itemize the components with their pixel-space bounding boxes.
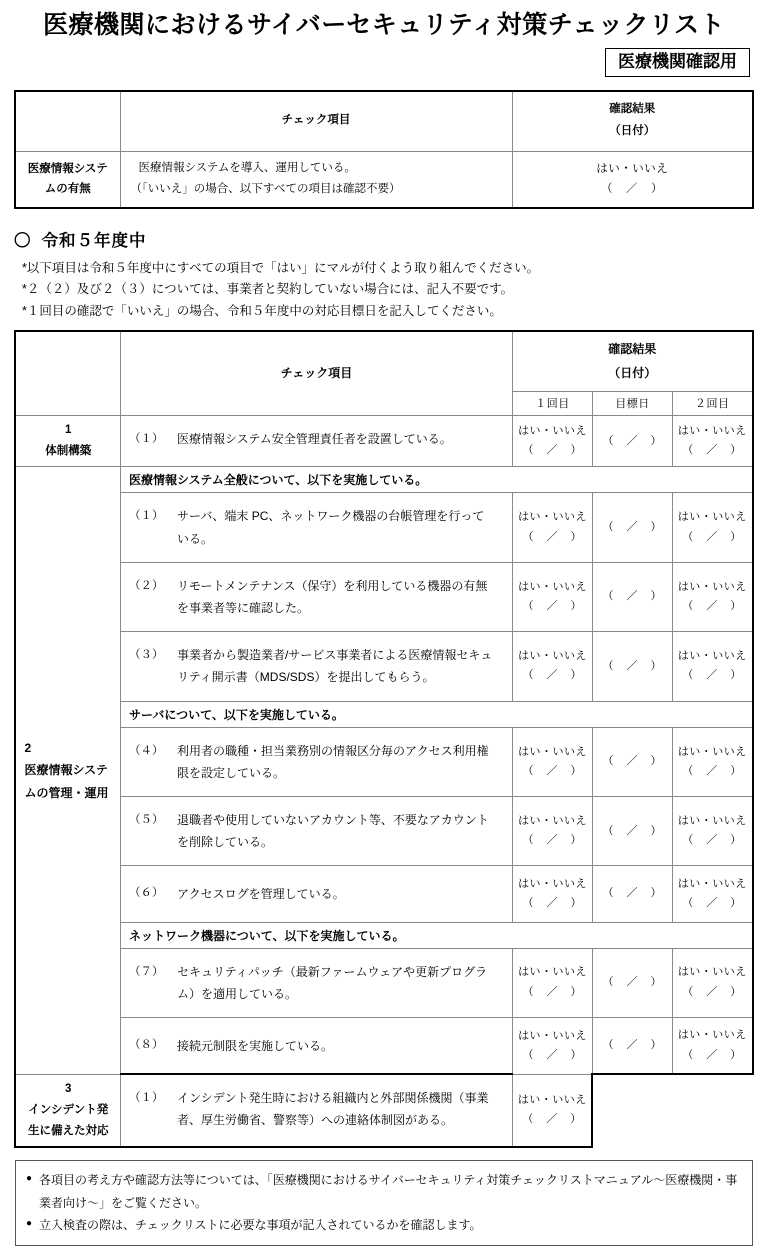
item-text: セキュリティパッチ（最新ファームウェアや更新プログラム）を適用している。 bbox=[176, 964, 488, 1001]
header-result bbox=[512, 91, 753, 151]
category-2 bbox=[15, 467, 120, 1074]
date-blank[interactable]: （ ／ ） bbox=[602, 755, 663, 768]
result-first-round[interactable] bbox=[512, 415, 592, 467]
result-target-date[interactable] bbox=[592, 562, 672, 631]
section-heading-text: 令和５年度中 bbox=[41, 231, 147, 250]
use-badge: 医療機関確認用 bbox=[605, 48, 750, 78]
header-result-line2: （日付） bbox=[608, 365, 657, 380]
checklist-table bbox=[14, 330, 753, 1148]
item-number: （５） bbox=[128, 813, 164, 826]
result-first-round[interactable] bbox=[512, 796, 592, 865]
table-header-row bbox=[15, 331, 752, 391]
answer-choice[interactable]: はい・いいえ bbox=[517, 1029, 587, 1042]
group-header-row bbox=[15, 922, 752, 948]
result-second-round[interactable] bbox=[672, 866, 752, 922]
header-result-line2: （日付） bbox=[609, 125, 656, 138]
result-presence[interactable] bbox=[512, 152, 753, 208]
category-1 bbox=[15, 415, 120, 467]
result-second-round[interactable] bbox=[672, 415, 752, 467]
result-first-round[interactable] bbox=[512, 727, 592, 796]
item-text: リモートメンテナンス（保守）を利用している機器の有無を事業者等に確認した。 bbox=[176, 578, 488, 616]
item-text: 接続元制限を実施している。 bbox=[176, 1038, 333, 1053]
answer-choice[interactable]: はい・いいえ bbox=[677, 580, 747, 593]
result-target-date[interactable] bbox=[592, 632, 672, 701]
date-blank[interactable]: （ ／ ） bbox=[522, 764, 583, 777]
category-3-name-line2: 生に備えた対応 bbox=[27, 1125, 109, 1138]
date-blank[interactable]: （ ／ ） bbox=[522, 600, 583, 613]
date-blank[interactable]: （ ／ ） bbox=[602, 887, 663, 900]
table-row bbox=[15, 632, 752, 701]
item-number: （３） bbox=[128, 649, 164, 662]
date-blank[interactable]: （ ／ ） bbox=[522, 896, 583, 909]
header-result-line1: 確認結果 bbox=[608, 342, 657, 357]
result-target-date[interactable] bbox=[592, 415, 672, 467]
item-text: 医療情報システム安全管理責任者を設置している。 bbox=[176, 431, 452, 446]
footer-note-row bbox=[26, 1214, 742, 1236]
table-row bbox=[15, 727, 752, 796]
answer-choice[interactable]: はい・いいえ bbox=[517, 424, 587, 437]
date-blank[interactable]: （ ／ ） bbox=[522, 530, 583, 543]
result-first-round[interactable] bbox=[512, 1017, 592, 1074]
header-first-round: １回目 bbox=[512, 391, 592, 415]
item-number: （８） bbox=[128, 1038, 164, 1051]
answer-choice[interactable]: はい・いいえ bbox=[677, 745, 747, 758]
result-first-round[interactable] bbox=[512, 562, 592, 631]
category-2-name-line2: ムの管理・運用 bbox=[24, 785, 109, 800]
date-blank[interactable]: （ ／ ） bbox=[682, 764, 743, 777]
item-number: （１） bbox=[128, 1092, 164, 1105]
item-cell-2-6 bbox=[120, 866, 512, 922]
table-row bbox=[15, 562, 752, 631]
category-presence-line2: ムの有無 bbox=[44, 183, 91, 196]
answer-choice[interactable]: はい・いいえ bbox=[517, 877, 587, 890]
header-check-item: チェック項目 bbox=[120, 91, 512, 151]
date-blank[interactable]: （ ／ ） bbox=[602, 434, 663, 447]
answer-choice[interactable]: はい・いいえ bbox=[517, 745, 587, 758]
table-row bbox=[15, 948, 752, 1017]
item-cell-2-3 bbox=[120, 632, 512, 701]
result-target-date[interactable] bbox=[592, 866, 672, 922]
date-blank[interactable]: （ ／ ） bbox=[682, 896, 743, 909]
answer-choice[interactable]: はい・いいえ bbox=[596, 163, 669, 176]
footer-notes-box bbox=[15, 1160, 753, 1246]
item-cell-2-4 bbox=[120, 727, 512, 796]
table-row bbox=[15, 866, 752, 922]
table-row bbox=[15, 152, 753, 208]
header-second-round: ２回目 bbox=[672, 391, 752, 415]
answer-choice[interactable]: はい・いいえ bbox=[517, 1094, 587, 1107]
result-first-round[interactable] bbox=[512, 632, 592, 701]
category-3-name-line1: インシデント発 bbox=[28, 1103, 109, 1116]
answer-choice[interactable]: はい・いいえ bbox=[517, 511, 587, 524]
item-text: アクセスログを管理している。 bbox=[176, 887, 345, 902]
date-blank[interactable]: （ ／ ） bbox=[522, 1113, 583, 1126]
result-second-round[interactable] bbox=[672, 727, 752, 796]
group-label-system-general: 医療情報システム全般について、以下を実施している。 bbox=[120, 467, 752, 493]
date-blank[interactable]: （ ／ ） bbox=[522, 1048, 583, 1061]
result-target-date[interactable] bbox=[592, 948, 672, 1017]
item-number: （４） bbox=[128, 744, 164, 757]
header-result bbox=[512, 331, 752, 391]
answer-choice[interactable]: はい・いいえ bbox=[677, 966, 747, 979]
item-cell-1-1 bbox=[120, 415, 512, 467]
answer-choice[interactable]: はい・いいえ bbox=[677, 511, 747, 524]
item-number: （２） bbox=[128, 579, 164, 592]
date-blank[interactable]: （ ／ ） bbox=[602, 824, 663, 837]
date-blank[interactable]: （ ／ ） bbox=[602, 1038, 663, 1051]
item-number: （６） bbox=[128, 887, 164, 900]
result-target-date[interactable] bbox=[592, 1017, 672, 1074]
answer-choice[interactable]: はい・いいえ bbox=[517, 966, 587, 979]
item-number: （１） bbox=[128, 510, 164, 523]
result-first-round[interactable] bbox=[512, 1074, 592, 1147]
page-title: 医療機関におけるサイバーセキュリティ対策チェックリスト bbox=[42, 11, 725, 39]
header-blank bbox=[15, 91, 120, 151]
date-blank[interactable]: （ ／ ） bbox=[682, 600, 743, 613]
circle-marker-icon: 〇 bbox=[14, 231, 32, 250]
date-blank[interactable]: （ ／ ） bbox=[602, 659, 663, 672]
result-target-date-empty bbox=[592, 1074, 672, 1147]
item-cell-2-2 bbox=[120, 562, 512, 631]
group-header-row bbox=[15, 701, 752, 727]
item-cell-2-8 bbox=[120, 1017, 512, 1074]
group-label-network: ネットワーク機器について、以下を実施している。 bbox=[120, 922, 752, 948]
answer-choice[interactable]: はい・いいえ bbox=[517, 650, 587, 663]
answer-choice[interactable]: はい・いいえ bbox=[677, 650, 747, 663]
section-heading bbox=[14, 227, 768, 251]
table-header-row bbox=[15, 91, 753, 151]
answer-choice[interactable]: はい・いいえ bbox=[677, 877, 747, 890]
category-presence bbox=[15, 152, 120, 208]
group-header-row bbox=[15, 467, 752, 493]
result-first-round[interactable] bbox=[512, 866, 592, 922]
item-presence-line2: （「いいえ」の場合、以下すべての項目は確認不要） bbox=[130, 183, 401, 196]
item-text: インシデント発生時における組織内と外部関係機関（事業者、厚生労働省、警察等）への連絡体制図がある。 bbox=[176, 1091, 489, 1128]
date-blank[interactable]: （ ／ ） bbox=[602, 976, 663, 989]
category-1-name: 体制構築 bbox=[45, 445, 92, 458]
header-check-item: チェック項目 bbox=[120, 331, 512, 415]
answer-choice[interactable]: はい・いいえ bbox=[677, 1029, 747, 1042]
item-text: 退職者や使用していないアカウント等、不要なアカウントを削除している。 bbox=[176, 812, 489, 850]
result-second-round-empty bbox=[672, 1074, 752, 1147]
category-2-number: 2 bbox=[24, 741, 32, 756]
header-target-date: 目標日 bbox=[592, 391, 672, 415]
date-blank[interactable]: （ ／ ） bbox=[682, 1048, 743, 1061]
date-blank[interactable]: （ ／ ） bbox=[682, 444, 743, 457]
answer-choice[interactable]: はい・いいえ bbox=[677, 814, 747, 827]
result-first-round[interactable] bbox=[512, 948, 592, 1017]
item-presence bbox=[120, 152, 512, 208]
date-blank[interactable]: （ ／ ） bbox=[601, 183, 664, 196]
result-second-round[interactable] bbox=[672, 1017, 752, 1074]
section-note-3: *１回目の確認で「いいえ」の場合、令和５年度中の対応目標日を記入してください。 bbox=[22, 303, 502, 318]
item-presence-line1: 医療情報システムを導入、運用している。 bbox=[138, 162, 356, 175]
header-blank bbox=[15, 331, 120, 415]
result-second-round[interactable] bbox=[672, 796, 752, 865]
date-blank[interactable]: （ ／ ） bbox=[682, 530, 743, 543]
table-row bbox=[15, 415, 752, 467]
date-blank[interactable]: （ ／ ） bbox=[522, 985, 583, 998]
table-row bbox=[15, 1074, 752, 1147]
bullet-icon: ● bbox=[26, 1217, 33, 1229]
section-notes bbox=[22, 258, 768, 323]
answer-choice[interactable]: はい・いいえ bbox=[677, 424, 747, 437]
date-blank[interactable]: （ ／ ） bbox=[682, 834, 743, 847]
footer-note-row bbox=[26, 1169, 742, 1213]
bullet-icon: ● bbox=[26, 1173, 33, 1185]
result-first-round[interactable] bbox=[512, 493, 592, 562]
group-label-server: サーバについて、以下を実施している。 bbox=[120, 701, 752, 727]
section-note-2: *２（２）及び２（３）については、事業者と契約していない場合には、記入不要です。 bbox=[22, 282, 514, 297]
table-row bbox=[15, 796, 752, 865]
item-number: （１） bbox=[128, 432, 164, 445]
category-1-number: 1 bbox=[65, 423, 72, 436]
document-page bbox=[0, 11, 768, 1232]
footer-note-2: 立入検査の際は、チェックリストに必要な事項が記入されているかを確認します。 bbox=[39, 1217, 482, 1232]
item-number: （７） bbox=[128, 965, 164, 978]
header-result-line1: 確認結果 bbox=[609, 103, 656, 116]
date-blank[interactable]: （ ／ ） bbox=[522, 834, 583, 847]
footer-note-1: 各項目の考え方や確認方法等については、「医療機関におけるサイバーセキュリティ対策チェックリストマニュアル～医療機関・事業者向け～」をご覧ください。 bbox=[39, 1173, 738, 1210]
item-text: 事業者から製造業者/サービス事業者による医療情報セキュリティ開示書（MDS/SDS）を提出してもらう。 bbox=[176, 648, 493, 685]
result-second-round[interactable] bbox=[672, 948, 752, 1017]
category-3 bbox=[15, 1074, 120, 1147]
result-target-date[interactable] bbox=[592, 796, 672, 865]
result-second-round[interactable] bbox=[672, 562, 752, 631]
result-target-date[interactable] bbox=[592, 493, 672, 562]
item-cell-3-1 bbox=[120, 1074, 512, 1147]
date-blank[interactable]: （ ／ ） bbox=[682, 669, 743, 682]
use-badge-row bbox=[0, 48, 768, 78]
date-blank[interactable]: （ ／ ） bbox=[682, 985, 743, 998]
category-presence-line1: 医療情報システ bbox=[27, 163, 108, 176]
section-note-1: *以下項目は令和５年度中にすべての項目で「はい」にマルが付くよう取り組んでください。 bbox=[22, 260, 540, 275]
date-blank[interactable]: （ ／ ） bbox=[602, 521, 663, 534]
table-row bbox=[15, 1017, 752, 1074]
item-cell-2-1 bbox=[120, 493, 512, 562]
result-second-round[interactable] bbox=[672, 632, 752, 701]
category-3-number: 3 bbox=[65, 1082, 72, 1095]
item-cell-2-7 bbox=[120, 948, 512, 1017]
item-text: サーバ、端末 PC、ネットワーク機器の台帳管理を行っている。 bbox=[176, 509, 485, 546]
system-presence-table bbox=[14, 90, 754, 208]
answer-choice[interactable]: はい・いいえ bbox=[517, 580, 587, 593]
date-blank[interactable]: （ ／ ） bbox=[602, 590, 663, 603]
result-target-date[interactable] bbox=[592, 727, 672, 796]
table-row bbox=[15, 493, 752, 562]
item-cell-2-5 bbox=[120, 796, 512, 865]
date-blank[interactable]: （ ／ ） bbox=[522, 669, 583, 682]
answer-choice[interactable]: はい・いいえ bbox=[517, 814, 587, 827]
item-text: 利用者の職種・担当業務別の情報区分毎のアクセス利用権限を設定している。 bbox=[176, 743, 489, 780]
result-second-round[interactable] bbox=[672, 493, 752, 562]
date-blank[interactable]: （ ／ ） bbox=[522, 444, 583, 457]
category-2-name-line1: 医療情報システ bbox=[24, 763, 108, 778]
